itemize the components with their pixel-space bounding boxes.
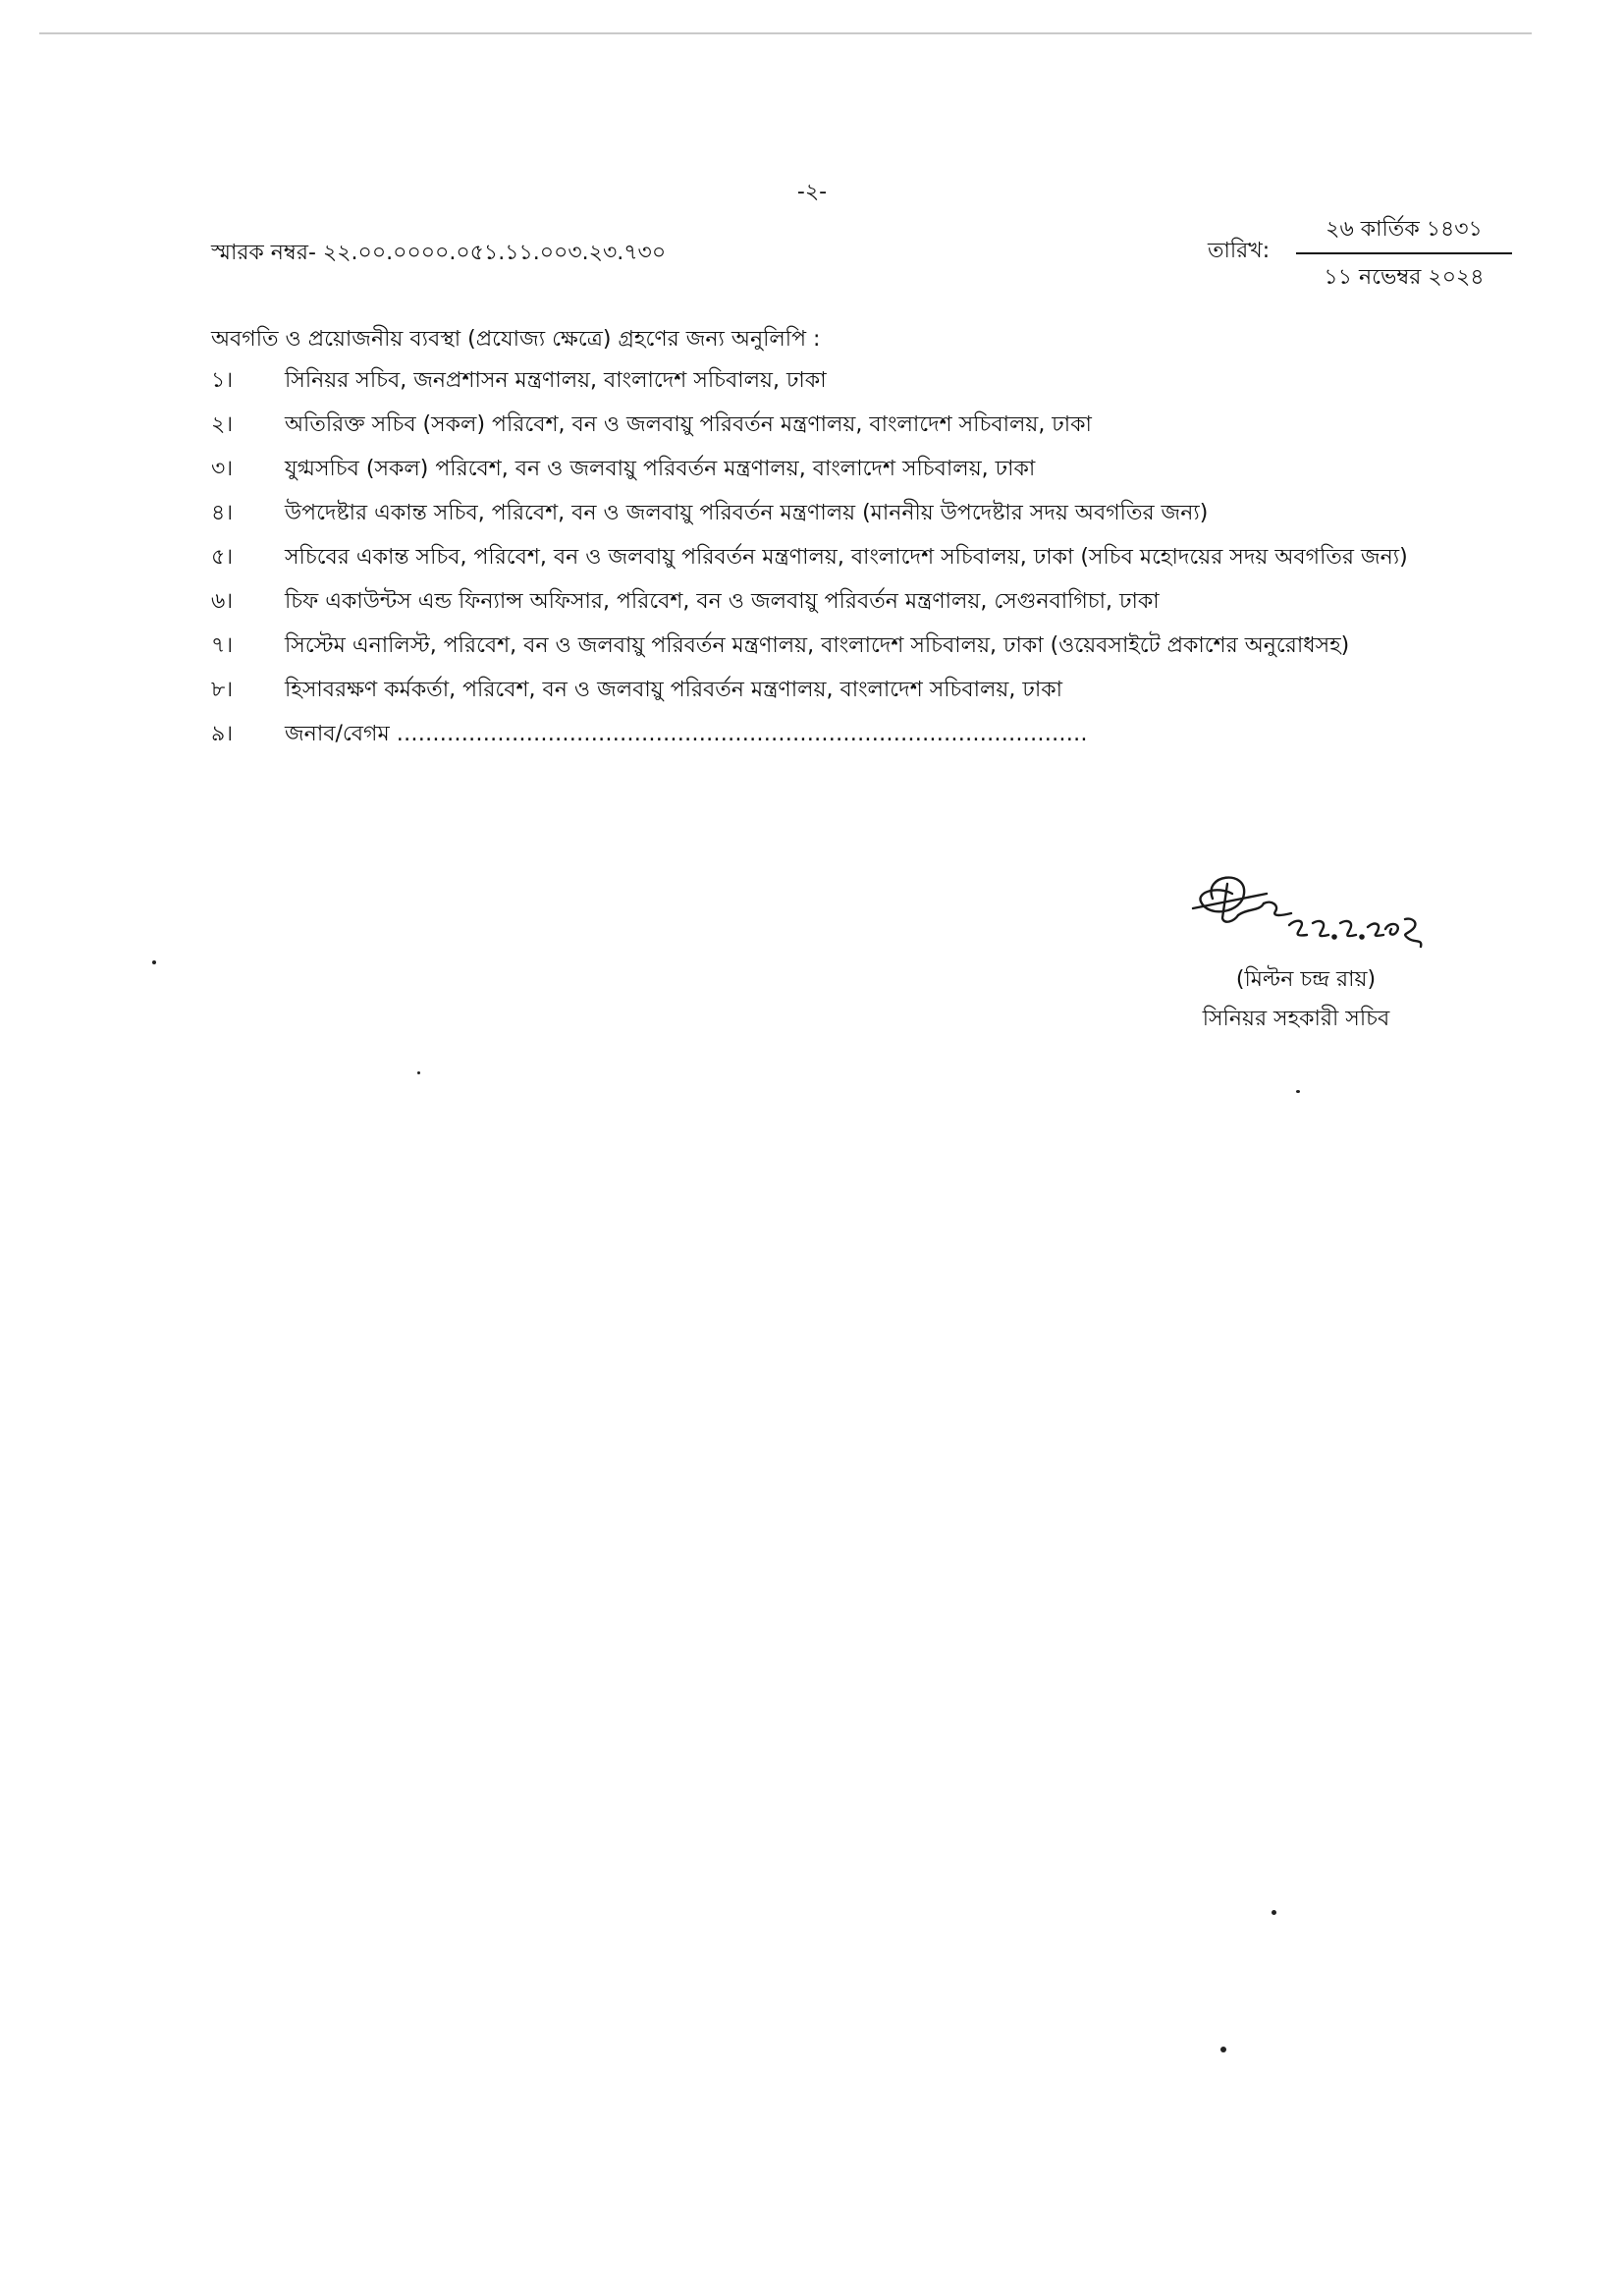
list-item-number: ২। (211, 412, 234, 437)
list-item-text: অতিরিক্ত সচিব (সকল) পরিবেশ, বন ও জলবায়ু পরিবর্তন মন্ত্রণালয়, বাংলাদেশ সচিবালয়, ঢাকা (285, 412, 1092, 437)
list-item-number: ৬। (211, 589, 234, 614)
list-item-text: যুগ্মসচিব (সকল) পরিবেশ, বন ও জলবায়ু পরিবর্তন মন্ত্রণালয়, বাংলাদেশ সচিবালয়, ঢাকা (285, 457, 1036, 481)
memo-number: স্মারক নম্বর- ২২.০০.০০০০.০৫১.১১.০০৩.২৩.৭৩০ (211, 241, 667, 265)
date-block (1208, 212, 1512, 291)
list-item (211, 582, 1507, 622)
list-item (211, 361, 1507, 401)
list-item-number: ১। (211, 368, 234, 393)
date-bengali: ২৬ কার্তিক ১৪৩১ (1296, 212, 1512, 254)
list-item (211, 494, 1507, 533)
list-item (211, 538, 1507, 577)
scan-speck (1272, 1910, 1276, 1915)
list-item (211, 715, 1507, 754)
list-item-number: ৯। (211, 722, 234, 746)
list-item-text: সচিবের একান্ত সচিব, পরিবেশ, বন ও জলবায়ু পরিবর্তন মন্ত্রণালয়, বাংলাদেশ সচিবালয়, ঢাকা (সচিব মহোদয়ের সদয় অবগতির জন্য) (285, 545, 1408, 570)
scan-speck (152, 960, 156, 964)
page-number: -২- (796, 180, 828, 204)
date-gregorian: ১১ নভেম্বর ২০২৪ (1324, 265, 1485, 290)
list-item (211, 671, 1507, 710)
list-item (211, 627, 1507, 666)
list-item-number: ৫। (211, 545, 234, 570)
list-item-number: ৭। (211, 633, 234, 658)
list-item-number: ৩। (211, 457, 234, 481)
list-item-number: ৮। (211, 678, 234, 702)
list-item-text: উপদেষ্টার একান্ত সচিব, পরিবেশ, বন ও জলবায়ু পরিবর্তন মন্ত্রণালয় (মাননীয় উপদেষ্টার সদয় অবগতির জন্য) (285, 501, 1209, 525)
copy-heading: অবগতি ও প্রয়োজনীয় ব্যবস্থা (প্রযোজ্য ক্ষেত্রে) গ্রহণের জন্য অনুলিপি : (211, 327, 821, 352)
scan-speck (1220, 2047, 1226, 2052)
scan-speck (1296, 1090, 1300, 1093)
list-item-text: হিসাবরক্ষণ কর্মকর্তা, পরিবেশ, বন ও জলবায়ু পরিবর্তন মন্ত্রণালয়, বাংলাদেশ সচিবালয়, ঢাকা (285, 678, 1062, 702)
list-item-text: সিনিয়র সচিব, জনপ্রশাসন মন্ত্রণালয়, বাংলাদেশ সচিবালয়, ঢাকা (285, 368, 827, 393)
list-item (211, 406, 1507, 445)
list-item-text: সিস্টেম এনালিস্ট, পরিবেশ, বন ও জলবায়ু পরিবর্তন মন্ত্রণালয়, বাংলাদেশ সচিবালয়, ঢাকা (ওয়েবসাইটে প্রকাশের অনুরোধসহ) (285, 633, 1350, 658)
list-item-text: জনাব/বেগম …………………………………………………………………………………… (285, 722, 1088, 746)
date-values (1296, 212, 1512, 297)
scan-edge-line (39, 32, 1532, 34)
signature-block (1129, 864, 1453, 1041)
handwritten-signature (1173, 864, 1438, 972)
scan-speck (417, 1071, 420, 1074)
list-item-number: ৪। (211, 501, 234, 525)
signer-name: (মিল্টন চন্দ্র রায়) (1235, 967, 1377, 992)
list-item-text: চিফ একাউন্টস এন্ড ফিন্যান্স অফিসার, পরিবেশ, বন ও জলবায়ু পরিবর্তন মন্ত্রণালয়, সেগুনবাগিচা, ঢাকা (285, 589, 1160, 614)
recipient-list (211, 361, 1507, 759)
signer-title: সিনিয়র সহকারী সচিব (1202, 1007, 1390, 1031)
list-item (211, 450, 1507, 489)
date-label: তারিখ: (1208, 239, 1271, 263)
